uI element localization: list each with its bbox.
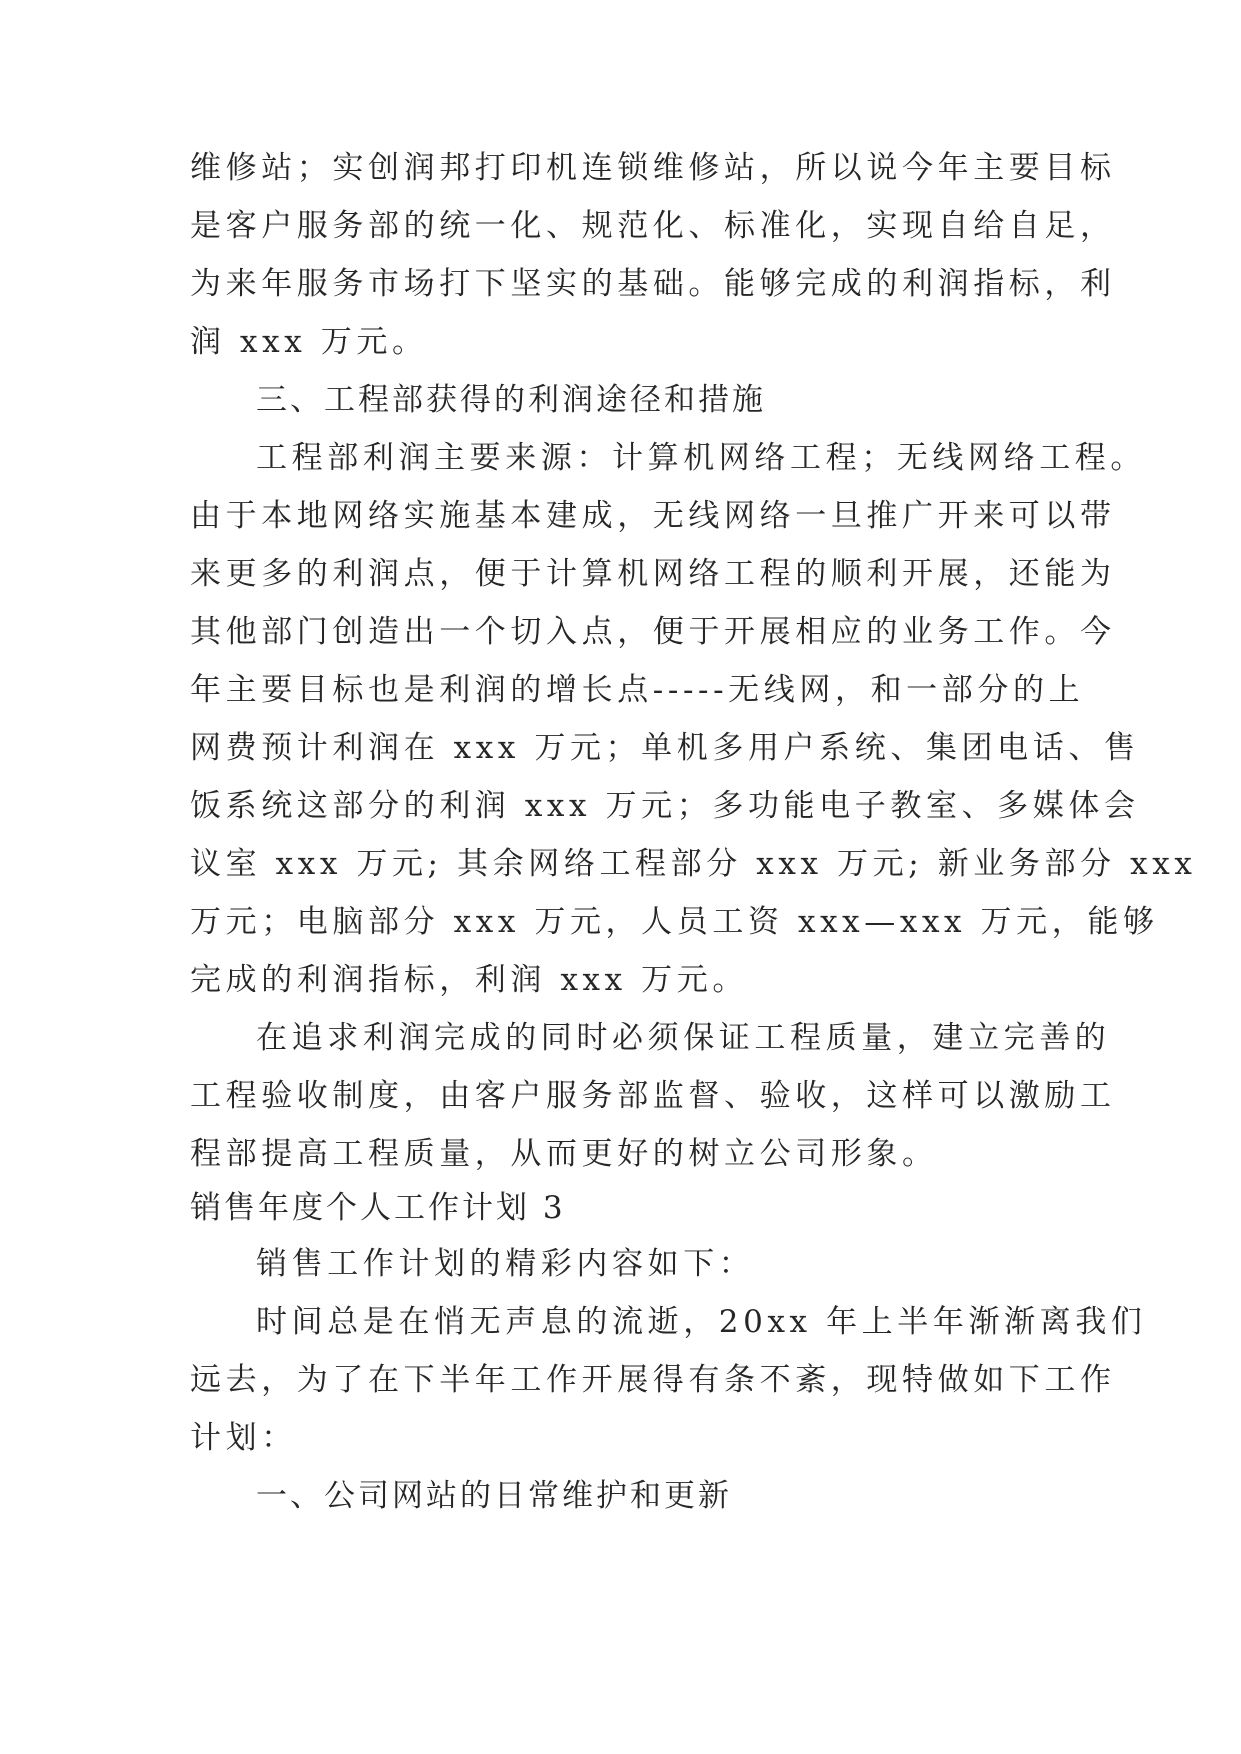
body-text-line: 来更多的利润点，便于计算机网络工程的顺利开展，还能为 (190, 556, 1116, 592)
body-text-line: 润 xxx 万元。 (190, 324, 428, 360)
body-text-line: 其他部门创造出一个切入点，便于开展相应的业务工作。今 (190, 614, 1116, 650)
document-title: 销售年度个人工作计划 3 (190, 1190, 566, 1226)
body-text-line: 程部提高工程质量，从而更好的树立公司形象。 (190, 1136, 938, 1172)
paragraph-first-line: 销售工作计划的精彩内容如下： (256, 1246, 755, 1282)
section-heading-1: 一、公司网站的日常维护和更新 (256, 1478, 732, 1514)
body-text-line: 网费预计利润在 xxx 万元；单机多用户系统、集团电话、售 (190, 730, 1140, 766)
body-text-line: 远去，为了在下半年工作开展得有条不紊，现特做如下工作 (190, 1362, 1116, 1398)
body-text-line: 工程验收制度，由客户服务部监督、验收，这样可以激励工 (190, 1078, 1116, 1114)
body-text-line: 饭系统这部分的利润 xxx 万元；多功能电子教室、多媒体会 (190, 788, 1140, 824)
body-text-line: 完成的利润指标，利润 xxx 万元。 (190, 962, 748, 998)
body-text-line: 年主要目标也是利润的增长点-----无线网，和一部分的上 (190, 672, 1085, 708)
section-heading-3: 三、工程部获得的利润途径和措施 (256, 382, 766, 418)
paragraph-first-line: 工程部利润主要来源：计算机网络工程；无线网络工程。 (256, 440, 1146, 476)
body-text-line: 万元；电脑部分 xxx 万元，人员工资 xxx—xxx 万元，能够 (190, 904, 1159, 940)
body-text-line: 为来年服务市场打下坚实的基础。能够完成的利润指标，利 (190, 266, 1116, 302)
body-text-line: 由于本地网络实施基本建成，无线网络一旦推广开来可以带 (190, 498, 1116, 534)
body-text-line: 议室 xxx 万元; 其余网络工程部分 xxx 万元; 新业务部分 xxx (190, 846, 1197, 882)
paragraph-first-line: 在追求利润完成的同时必须保证工程质量，建立完善的 (256, 1020, 1111, 1056)
paragraph-first-line: 时间总是在悄无声息的流逝，20xx 年上半年渐渐离我们 (256, 1304, 1147, 1340)
body-text-line: 维修站；实创润邦打印机连锁维修站，所以说今年主要目标 (190, 150, 1116, 186)
body-text-line: 计划： (190, 1420, 297, 1456)
body-text-line: 是客户服务部的统一化、规范化、标准化，实现自给自足， (190, 208, 1116, 244)
